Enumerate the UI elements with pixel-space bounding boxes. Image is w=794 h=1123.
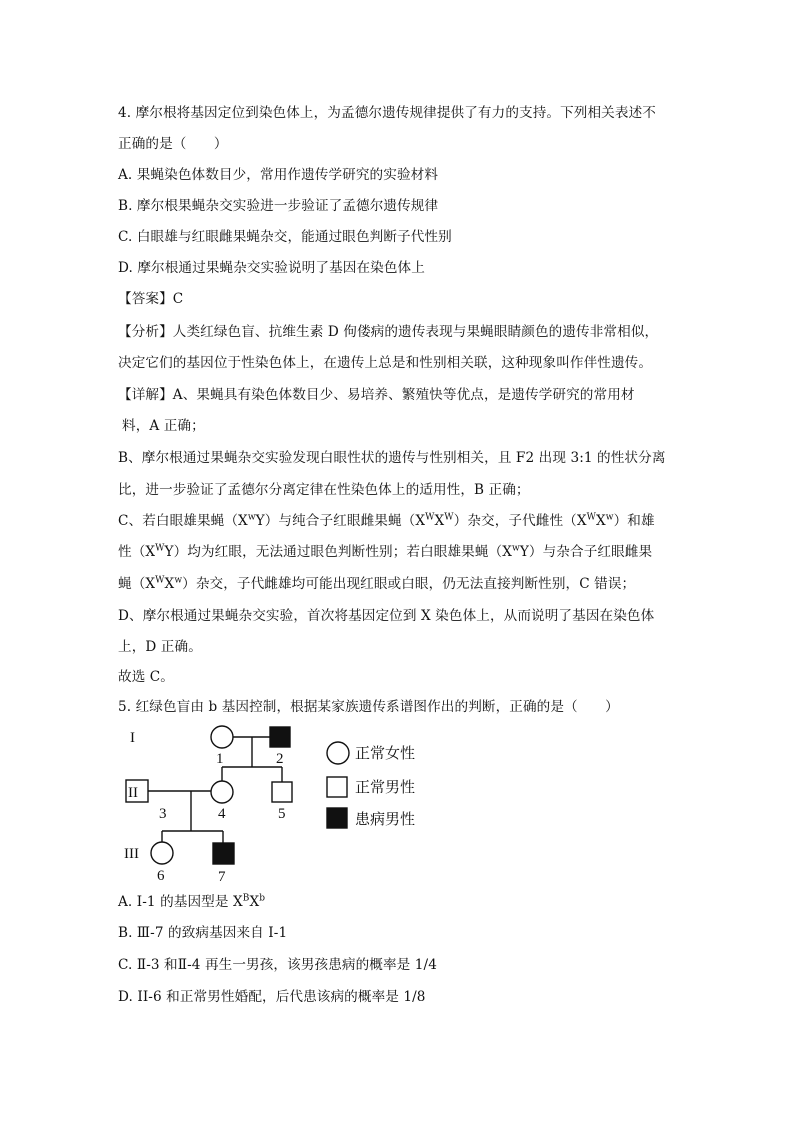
q5-option-a: A. I-1 的基因型是 $X^BX^b$ xyxy=(118,893,266,910)
q4-stem-line1: 4. 摩尔根将基因定位到染色体上，为孟德尔遗传规律提供了有力的支持。下列相关表述不 xyxy=(118,105,656,121)
q4-conclusion: 故选 C。 xyxy=(118,669,175,685)
legend-female-symbol xyxy=(327,742,349,764)
affected-male-iii7-symbol xyxy=(213,843,234,864)
male-ii5-symbol xyxy=(272,782,292,802)
q4-detail-d-line1: D、摩尔根通过果蝇杂交实验，首次将基因定位到 X 染色体上，从而说明了基因在染色体 xyxy=(118,608,655,624)
pedigree-chart xyxy=(110,718,450,893)
q4-detail-c-line3: 蝇$(X^WX^w)$杂交，子代雌雄均可能出现红眼或白眼，仍无法直接判断性别，C 错误； xyxy=(118,575,636,592)
q4-detail-c-line2: 性$(X^WY)$均为红眼，无法通过眼色判断性别；若白眼雄果蝇$(X^wY)$与杂合子红眼雌果 xyxy=(118,543,653,560)
legend-male-symbol xyxy=(327,777,347,797)
individual-label-6: 6 xyxy=(157,868,165,884)
q4-analysis-line2: 决定它们的基因位于性染色体上，在遗传上总是和性别相关联，这种现象叫作伴性遗传。 xyxy=(118,355,653,371)
generation-label-ii: II xyxy=(128,785,138,801)
q4-option-c: C. 白眼雄与红眼雌果蝇杂交，能通过眼色判断子代性别 xyxy=(118,229,452,245)
q5-option-c: C. Ⅱ-3 和Ⅱ-4 再生一男孩，该男孩患病的概率是 1/4 xyxy=(118,957,437,973)
legend-affected-male-symbol xyxy=(327,808,347,828)
individual-label-7: 7 xyxy=(218,869,226,885)
individual-label-5: 5 xyxy=(278,806,286,822)
q4-option-b: B. 摩尔根果蝇杂交实验进一步验证了孟德尔遗传规律 xyxy=(118,198,439,214)
generation-label-iii: III xyxy=(124,846,139,862)
individual-label-2: 2 xyxy=(276,751,284,767)
female-i1-symbol xyxy=(211,726,233,748)
q4-detail-line3: B、摩尔根通过果蝇杂交实验发现白眼性状的遗传与性别相关，且 F2 出现 3:1 的性状分离 xyxy=(118,450,666,466)
affected-male-i2-symbol xyxy=(270,727,290,747)
legend-label-normal-male: 正常男性 xyxy=(355,780,416,796)
q4-detail-c-line1: C、若白眼雄果蝇$(X^wY)$与纯合子红眼雌果蝇$(X^WX^W)$杂交，子代雌性$(X^WX^w)$和雄 xyxy=(118,512,655,529)
q4-detail-line1: 【详解】A、果蝇具有染色体数目少、易培养、繁殖快等优点，是遗传学研究的常用材 xyxy=(118,387,635,403)
individual-label-4: 4 xyxy=(218,806,226,822)
q5-stem: 5. 红绿色盲由 b 基因控制，根据某家族遗传系谱图作出的判断，正确的是（ ） xyxy=(118,699,619,715)
individual-label-3: 3 xyxy=(159,806,167,822)
individual-label-1: 1 xyxy=(216,751,224,767)
pedigree-svg xyxy=(110,718,450,893)
q4-detail-line4: 比，进一步验证了孟德尔分离定律在性染色体上的适用性，B 正确； xyxy=(118,482,530,498)
q4-detail-line2: 料，A 正确； xyxy=(122,418,205,434)
generation-label-i: I xyxy=(130,730,135,746)
legend-label-normal-female: 正常女性 xyxy=(355,746,416,762)
q5-option-d: D. II-6 和正常男性婚配，后代患该病的概率是 1/8 xyxy=(118,989,426,1005)
female-iii6-symbol xyxy=(151,842,173,864)
q4-option-d: D. 摩尔根通过果蝇杂交实验说明了基因在染色体上 xyxy=(118,260,425,276)
legend-label-affected-male: 患病男性 xyxy=(355,812,416,828)
q4-answer: 【答案】C xyxy=(118,291,184,307)
female-ii4-symbol xyxy=(211,781,233,803)
q4-option-a: A. 果蝇染色体数目少，常用作遗传学研究的实验材料 xyxy=(118,167,439,183)
q4-stem-line2: 正确的是（ ） xyxy=(118,136,228,152)
q4-analysis-line1: 【分析】人类红绿色盲、抗维生素 D 佝偻病的遗传表现与果蝇眼睛颜色的遗传非常相似， xyxy=(118,324,659,340)
q4-detail-d-line2: 上，D 正确。 xyxy=(118,639,202,655)
q5-option-b: B. Ⅲ-7 的致病基因来自 I-1 xyxy=(118,925,288,941)
